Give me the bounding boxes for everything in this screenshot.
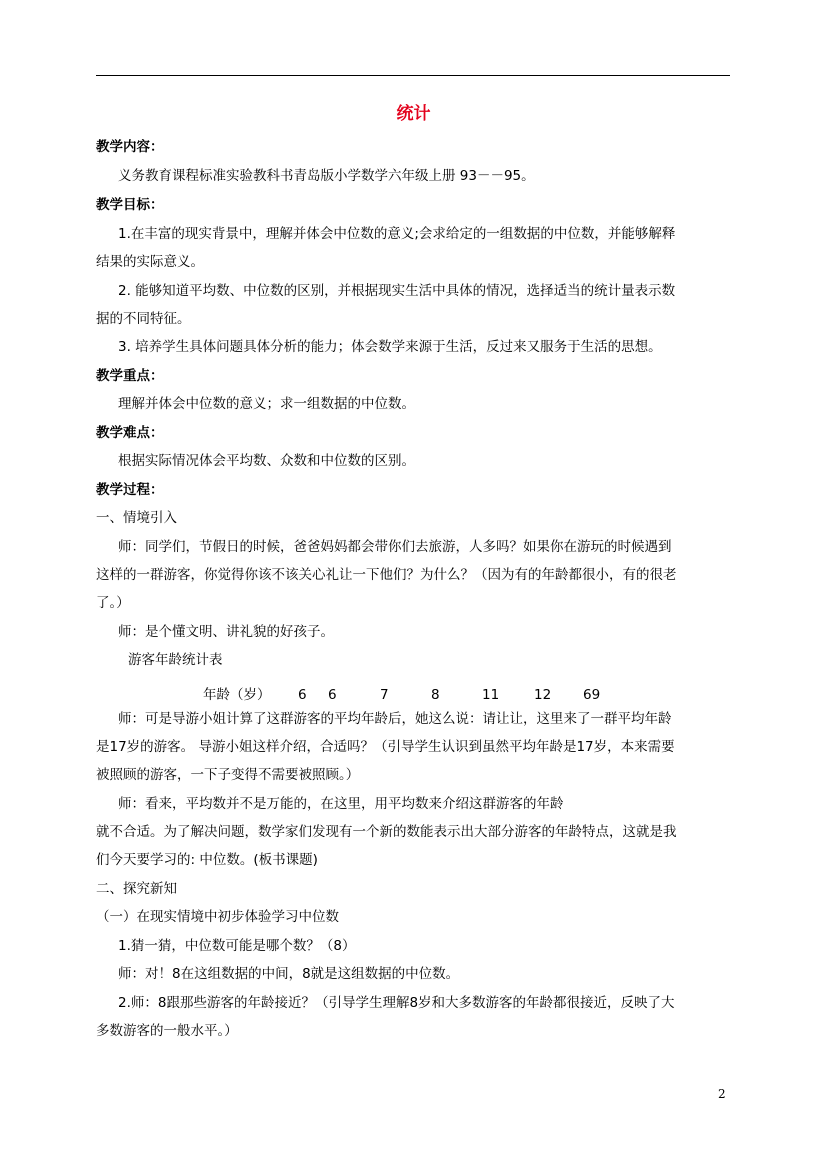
heading-content: 教学内容： xyxy=(96,139,164,155)
paragraph-4-line-3: 们今天要学习的: 中位数。(板书课题) xyxy=(96,852,318,868)
paragraph-1-line-2: 这样的一群游客，你觉得你该不该关心礼让一下他们？为什么？（因为有的年龄都很小，有的很老 xyxy=(96,567,677,583)
goal-1-line-1: 1.在丰富的现实背景中，理解并体会中位数的意义;会求给定的一组数据的中位数，并能够解释 xyxy=(118,226,676,242)
goal-1-line-2: 结果的实际意义。 xyxy=(96,254,204,270)
header-rule xyxy=(96,75,730,76)
paragraph-1-line-3: 了。） xyxy=(96,595,130,611)
paragraph-3-line-2: 是17岁的游客。 导游小姐这样介绍，合适吗？（引导学生认识到虽然平均年龄是17岁，本来需要 xyxy=(96,739,675,755)
paragraph-4-line-2: 就不合适。为了解决问题，数学家们发现有一个新的数能表示出大部分游客的年龄特点，这就是我 xyxy=(96,824,677,840)
age-value: 7 xyxy=(380,687,389,703)
goal-2-line-1: 2. 能够知道平均数、中位数的区别，并根据现实生活中具体的情况，选择适当的统计量表示数 xyxy=(118,283,676,299)
question-2-line-2: 多数游客的一般水平。） xyxy=(96,1023,238,1039)
section-2-heading: 二、探究新知 xyxy=(96,881,177,897)
heading-process: 教学过程： xyxy=(96,482,164,498)
question-2-line-1: 2.师：8跟那些游客的年龄接近？（引导学生理解8岁和大多数游客的年龄都很接近，反映了大 xyxy=(118,995,675,1011)
heading-key-points: 教学重点： xyxy=(96,368,164,384)
paragraph-3-line-1: 师：可是导游小姐计算了这群游客的平均年龄后，她这么说：请让让，这里来了一群平均年龄 xyxy=(118,711,672,727)
age-value: 69 xyxy=(583,687,601,703)
age-value: 12 xyxy=(534,687,552,703)
age-value: 6 xyxy=(298,687,307,703)
paragraph-4-line-1: 师：看来，平均数并不是万能的，在这里，用平均数来介绍这群游客的年龄 xyxy=(118,796,564,812)
section-1-heading: 一、情境引入 xyxy=(96,510,177,526)
paragraph-3-line-3: 被照顾的游客，一下子变得不需要被照顾。） xyxy=(96,767,360,783)
answer-1: 师：对！8在这组数据的中间，8就是这组数据的中位数。 xyxy=(118,966,460,982)
age-value: 8 xyxy=(431,687,440,703)
age-value: 6 xyxy=(328,687,337,703)
difficulties-text: 根据实际情况体会平均数、众数和中位数的区别。 xyxy=(118,453,415,469)
content-text: 义务教育课程标准实验教科书青岛版小学数学六年级上册 93－－95。 xyxy=(118,168,535,184)
goal-3: 3. 培养学生具体问题具体分析的能力；体会数学来源于生活，反过来又服务于生活的思想。 xyxy=(118,339,662,355)
goal-2-line-2: 据的不同特征。 xyxy=(96,311,191,327)
subsection-1-heading: （一）在现实情境中初步体验学习中位数 xyxy=(96,909,339,925)
paragraph-2: 师：是个懂文明、讲礼貌的好孩子。 xyxy=(118,624,334,640)
page-number: 2 xyxy=(718,1087,726,1101)
key-points-text: 理解并体会中位数的意义；求一组数据的中位数。 xyxy=(118,396,415,412)
age-value: 11 xyxy=(482,687,500,703)
document-title: 统计 xyxy=(396,104,431,124)
table-title: 游客年龄统计表 xyxy=(128,652,223,668)
paragraph-1-line-1: 师：同学们，节假日的时候，爸爸妈妈都会带你们去旅游，人多吗？如果你在游玩的时候遇到 xyxy=(118,539,672,555)
heading-difficulties: 教学难点： xyxy=(96,425,164,441)
question-1: 1.猜一猜，中位数可能是哪个数？（8） xyxy=(118,938,356,954)
age-label: 年龄（岁） xyxy=(203,687,271,703)
heading-goals: 教学目标： xyxy=(96,197,164,213)
